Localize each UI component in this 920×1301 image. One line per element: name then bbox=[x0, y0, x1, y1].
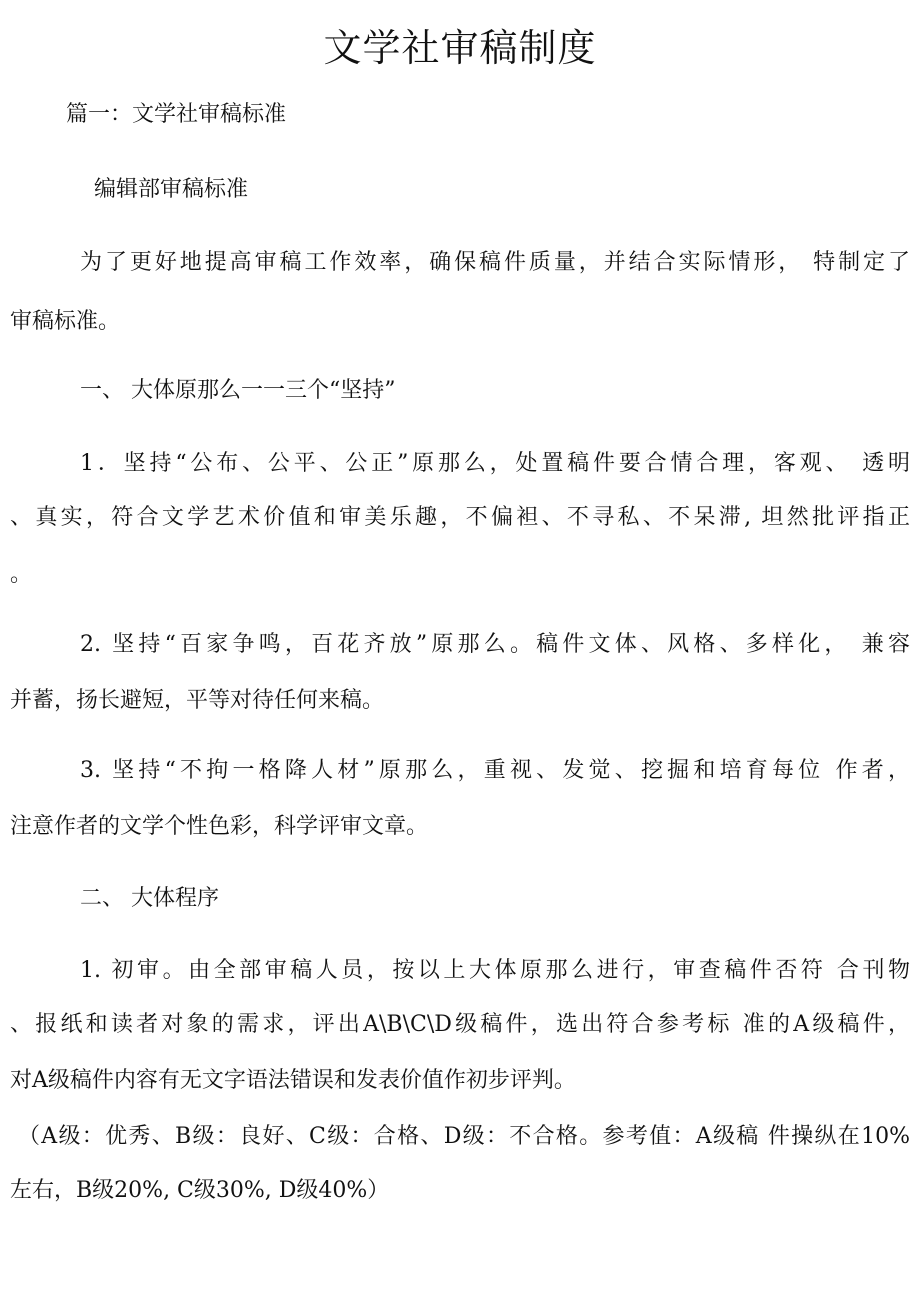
section-2-heading: 二、 大体程序 bbox=[80, 886, 219, 911]
department-heading: 编辑部审稿标准 bbox=[94, 177, 249, 202]
principle-1-line-2: 、真实，符合文学艺术价值和审美乐趣，不偏袒、不寻私、不呆滞, 坦然批评指正 bbox=[10, 505, 910, 530]
procedure-1-line-2: 、报纸和读者对象的需求，评出A\B\C\D级稿件，选出符合参考标 准的A级稿件， bbox=[10, 1012, 910, 1037]
principle-1-line-1: 1．坚持“公布、公平、公正”原那么，处置稿件要合情合理，客观、 透明 bbox=[80, 451, 910, 476]
principle-2-line-1: 2. 坚持“百家争鸣，百花齐放”原那么。稿件文体、风格、多样化， 兼容 bbox=[80, 632, 910, 657]
procedure-1-line-1: 1. 初审。由全部审稿人员，按以上大体原那么进行，审查稿件否符 合刊物 bbox=[80, 958, 910, 983]
intro-line-2: 审稿标准。 bbox=[10, 309, 121, 334]
procedure-1-line-3: 对A级稿件内容有无文字语法错误和发表价值作初步评判。 bbox=[10, 1068, 576, 1093]
section-1-heading: 一、 大体原那么一一三个“坚持” bbox=[80, 378, 396, 403]
principle-1-line-3: 。 bbox=[10, 562, 33, 587]
grade-note-line-2: 左右，B级20%, C级30%, D级40%） bbox=[10, 1178, 390, 1203]
principle-3-line-1: 3. 坚持“不拘一格降人材”原那么，重视、发觉、挖掘和培育每位 作者， bbox=[80, 758, 910, 783]
document-title: 文学社审稿制度 bbox=[323, 26, 597, 70]
principle-2-line-2: 并蓄，扬长避短，平等对待任何来稿。 bbox=[10, 688, 385, 713]
document-subtitle: 篇一：文学社审稿标准 bbox=[66, 102, 287, 127]
grade-note-line-1: （A级：优秀、B级：良好、C级：合格、D级：不合格。参考值：A级稿 件操纵在10% bbox=[18, 1124, 910, 1149]
principle-3-line-2: 注意作者的文学个性色彩，科学评审文章。 bbox=[10, 814, 429, 839]
intro-line-1: 为了更好地提高审稿工作效率，确保稿件质量，并结合实际情形， 特制定了 bbox=[80, 250, 910, 275]
